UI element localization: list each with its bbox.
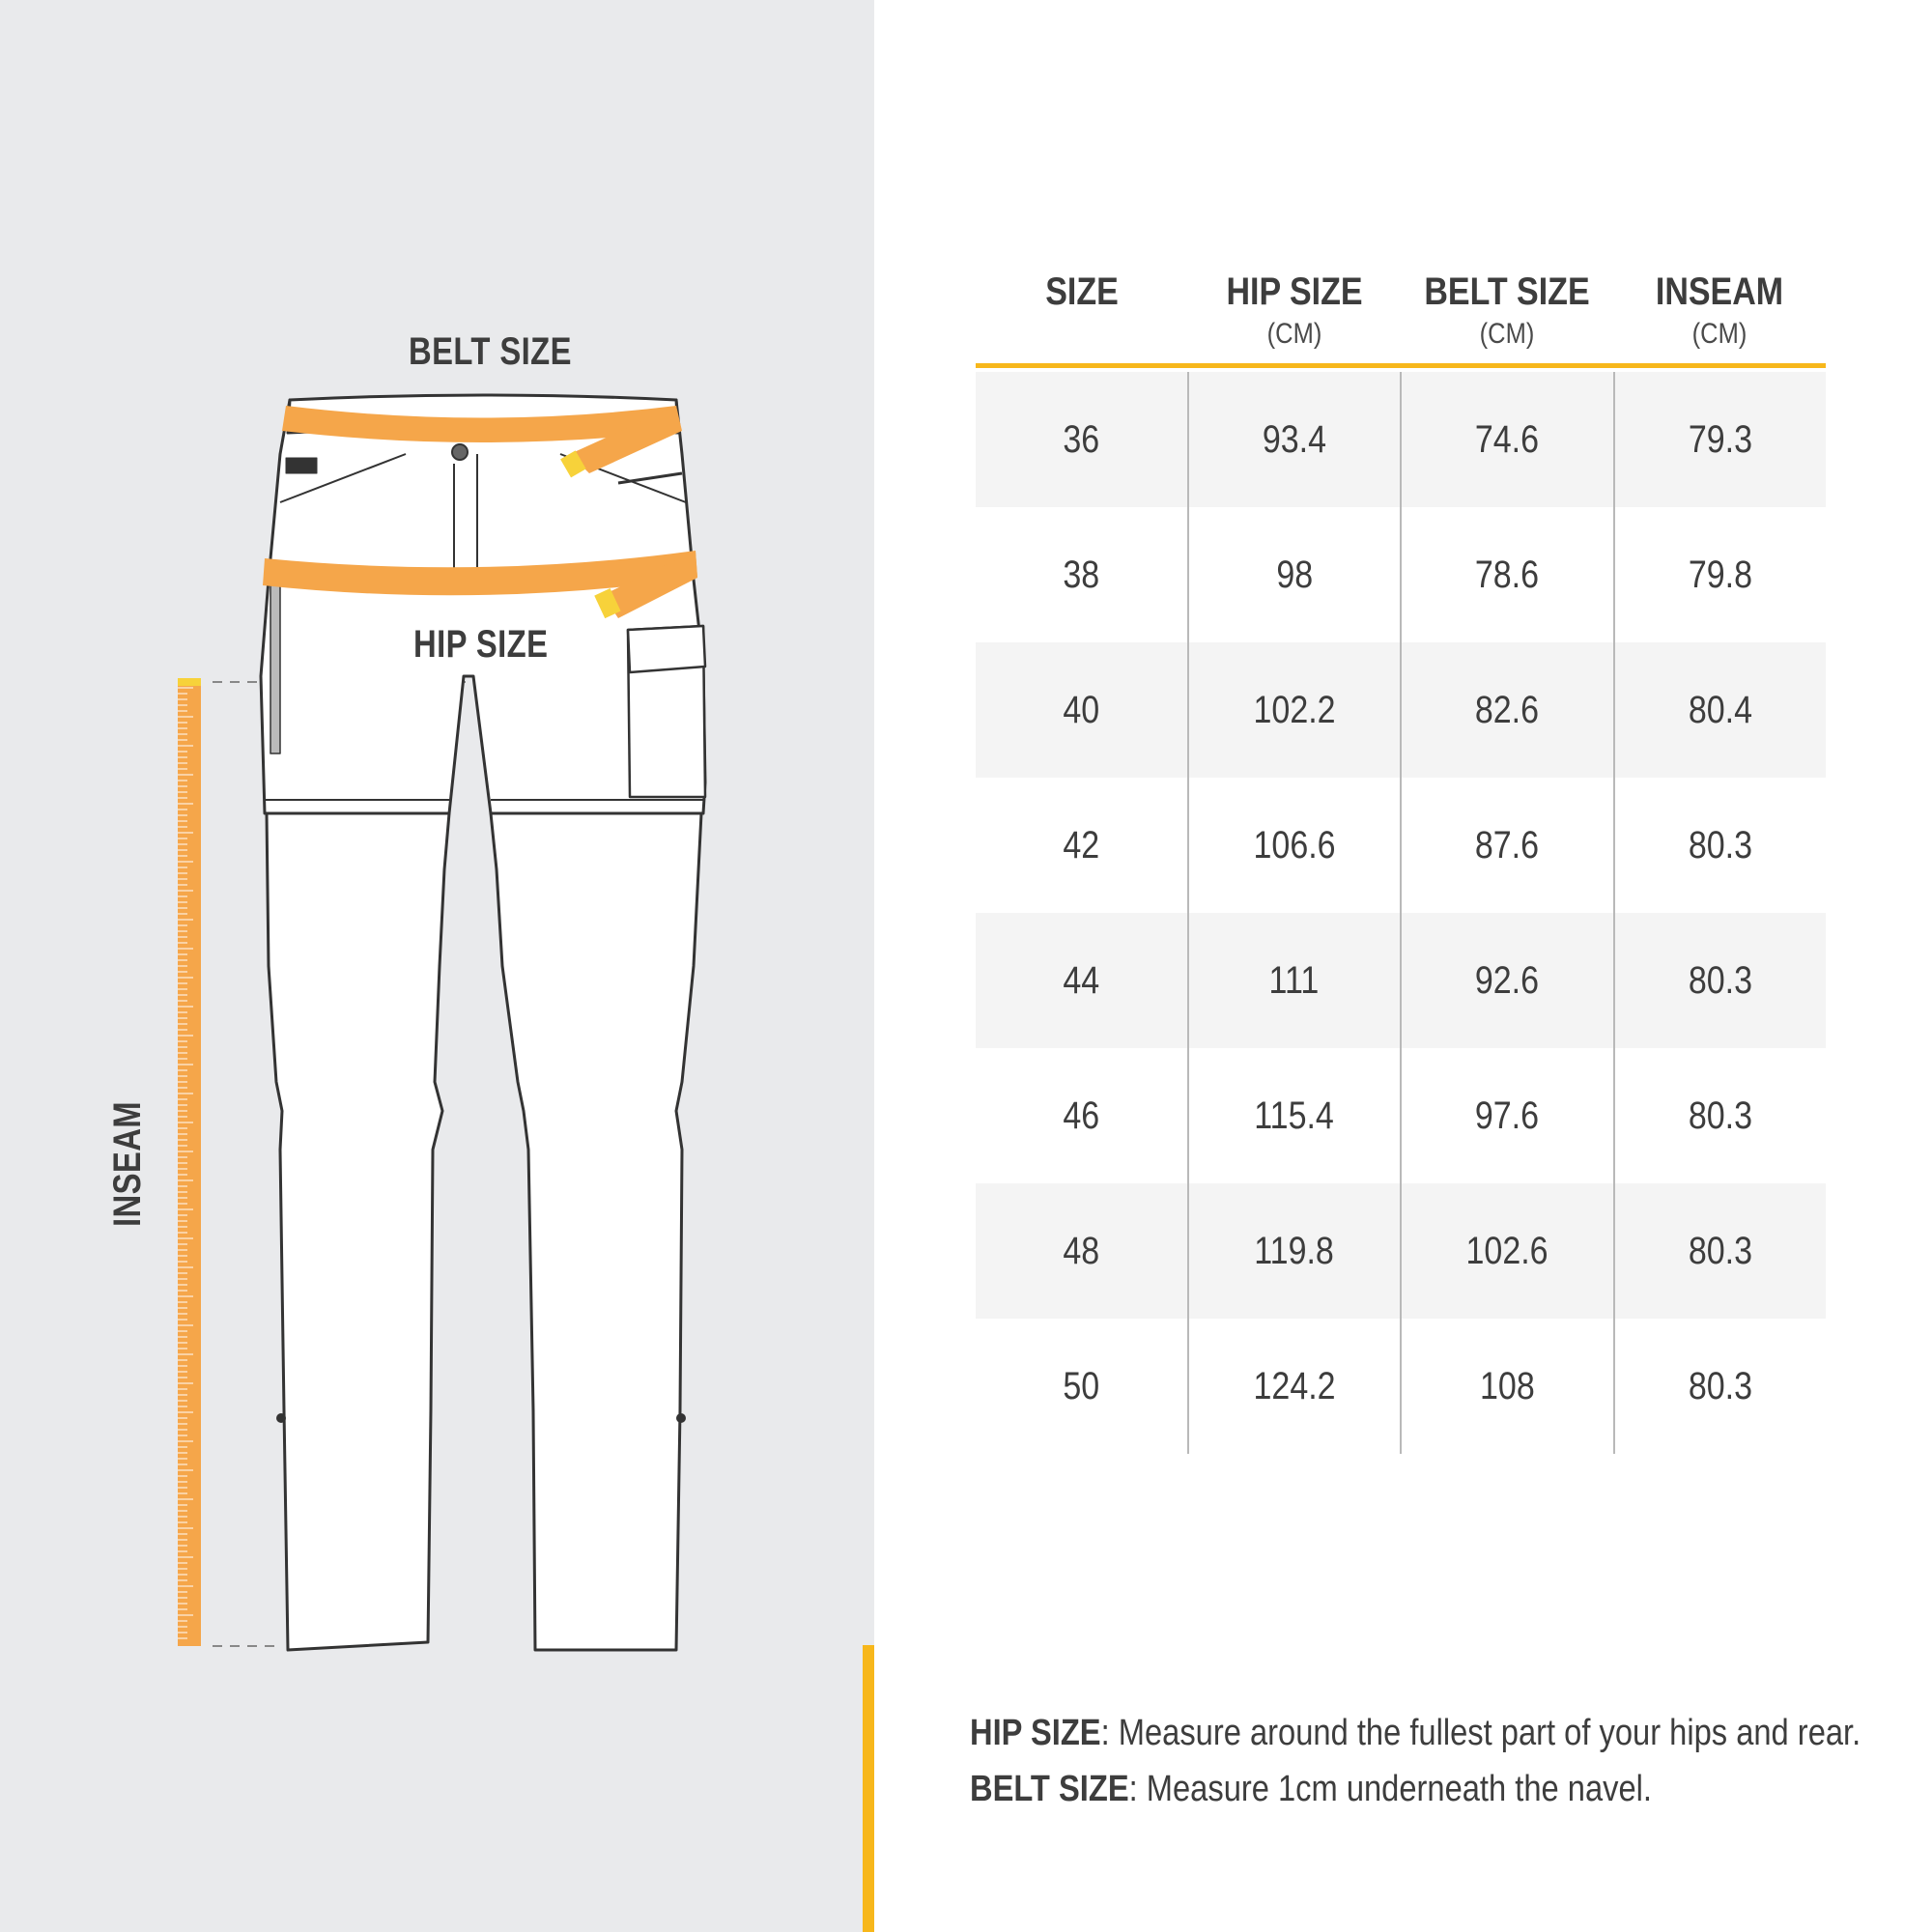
table-cell (1187, 1319, 1401, 1454)
table-cell (976, 913, 1187, 1048)
cell-value: 80.3 (1688, 1364, 1752, 1407)
table-cell (976, 642, 1187, 778)
table-cell (1613, 913, 1827, 1048)
table-cell (1400, 1183, 1613, 1319)
table-row (976, 778, 1826, 913)
size-chart-table (976, 261, 1826, 1454)
table-cell (1400, 1048, 1613, 1183)
cell-value: 80.4 (1688, 688, 1752, 731)
table-cell (976, 1183, 1187, 1319)
belt-note-term: BELT SIZE (970, 1769, 1129, 1809)
cell-value: 79.3 (1688, 417, 1752, 461)
cell-value: 50 (1063, 1364, 1100, 1407)
hip-note-term: HIP SIZE (970, 1713, 1101, 1753)
cell-value: 102.6 (1465, 1229, 1548, 1272)
header-hip-size (1188, 261, 1401, 363)
table-cell (1187, 372, 1401, 507)
cell-value: 48 (1063, 1229, 1100, 1272)
header-inseam (1613, 261, 1826, 363)
inseam-label: INSEAM (106, 1100, 149, 1227)
pants-diagram (0, 0, 874, 1932)
header-unit: (CM) (1479, 318, 1535, 350)
header-title: BELT SIZE (1424, 270, 1590, 313)
cell-value: 78.6 (1475, 553, 1540, 596)
measurement-notes (970, 1705, 1897, 1817)
cell-value: 124.2 (1253, 1364, 1336, 1407)
belt-note-text: : Measure 1cm underneath the navel. (1128, 1769, 1652, 1809)
cell-value: 79.8 (1688, 553, 1752, 596)
table-row (976, 1048, 1826, 1183)
cell-value: 93.4 (1262, 417, 1326, 461)
table-row (976, 372, 1826, 507)
table-row (976, 507, 1826, 642)
table-cell (1400, 1319, 1613, 1454)
table-cell (1187, 778, 1401, 913)
table-header (976, 261, 1826, 368)
cell-value: 80.3 (1688, 1229, 1752, 1272)
table-cell (976, 778, 1187, 913)
cell-value: 98 (1275, 553, 1313, 596)
table-cell (1187, 642, 1401, 778)
belt-size-label: BELT SIZE (409, 330, 572, 373)
cell-value: 102.2 (1253, 688, 1336, 731)
belt-note (970, 1761, 1768, 1817)
cell-value: 38 (1063, 553, 1100, 596)
table-cell (1613, 1048, 1827, 1183)
header-title: HIP SIZE (1226, 270, 1363, 313)
table-row (976, 642, 1826, 778)
table-cell (976, 372, 1187, 507)
cell-value: 80.3 (1688, 1094, 1752, 1137)
cell-value: 111 (1268, 958, 1320, 1002)
table-cell (1400, 372, 1613, 507)
table-cell (1187, 507, 1401, 642)
cell-value: 119.8 (1254, 1229, 1335, 1272)
cell-value: 115.4 (1254, 1094, 1335, 1137)
cell-value: 46 (1063, 1094, 1100, 1137)
table-cell (1613, 507, 1827, 642)
header-belt-size (1401, 261, 1613, 363)
header-unit: (CM) (1266, 318, 1322, 350)
header-title: INSEAM (1655, 270, 1784, 313)
table-cell (1613, 1319, 1827, 1454)
header-title: SIZE (1045, 270, 1119, 313)
table-row (976, 913, 1826, 1048)
cell-value: 42 (1063, 823, 1100, 867)
cell-value: 82.6 (1475, 688, 1540, 731)
cell-value: 87.6 (1475, 823, 1540, 867)
table-cell (976, 507, 1187, 642)
table-cell (1400, 913, 1613, 1048)
cell-value: 36 (1063, 417, 1100, 461)
cell-value: 80.3 (1688, 823, 1752, 867)
cell-value: 97.6 (1475, 1094, 1540, 1137)
table-cell (1187, 913, 1401, 1048)
table-cell (1613, 1183, 1827, 1319)
table-row (976, 1319, 1826, 1454)
cell-value: 106.6 (1253, 823, 1336, 867)
cell-value: 92.6 (1475, 958, 1540, 1002)
header-unit: (CM) (1691, 318, 1747, 350)
hip-note (970, 1705, 1861, 1761)
table-cell (976, 1048, 1187, 1183)
table-cell (1613, 372, 1827, 507)
table-cell (1613, 642, 1827, 778)
cell-value: 44 (1063, 958, 1100, 1002)
table-cell (1400, 778, 1613, 913)
table-cell (1613, 778, 1827, 913)
table-body (976, 368, 1826, 1454)
cell-value: 40 (1063, 688, 1100, 731)
header-size (976, 261, 1188, 363)
hip-size-label: HIP SIZE (413, 623, 549, 666)
hip-note-text: : Measure around the fullest part of your hips and rear. (1100, 1713, 1861, 1753)
table-cell (1400, 507, 1613, 642)
cell-value: 74.6 (1475, 417, 1540, 461)
table-cell (1400, 642, 1613, 778)
cell-value: 108 (1479, 1364, 1535, 1407)
table-row (976, 1183, 1826, 1319)
table-cell (1187, 1048, 1401, 1183)
table-cell (976, 1319, 1187, 1454)
table-cell (1187, 1183, 1401, 1319)
cell-value: 80.3 (1688, 958, 1752, 1002)
